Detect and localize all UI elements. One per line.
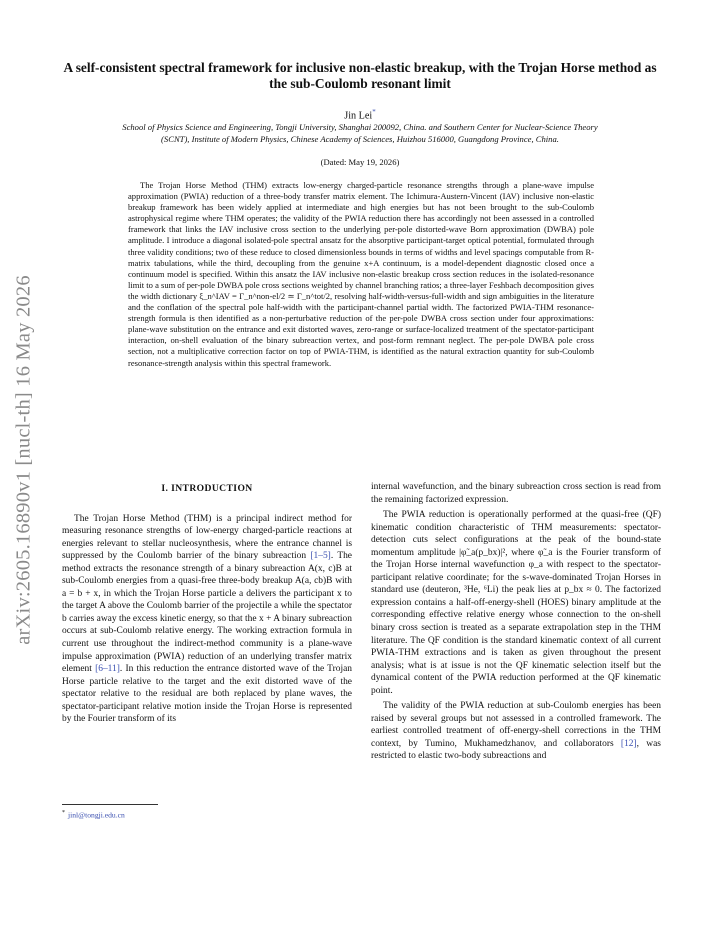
intro-paragraph-1-continued: internal wavefunction, and the binary subreaction cross section is read from the remaining factorized expression. xyxy=(371,482,661,505)
citation-1-5[interactable]: [1–5] xyxy=(310,551,331,562)
footnote-mark: * xyxy=(62,810,65,816)
intro-p3-text-b: , was restricted to elastic two-body subreactions and xyxy=(371,738,661,762)
intro-paragraph-3 xyxy=(371,700,661,763)
footnote xyxy=(62,810,125,820)
abstract: The Trojan Horse Method (THM) extracts low-energy charged-particle resonance strengths through a plane-wave impulse approximation (PWIA) reduction of a three-body transfer matrix element. The Ichimura-Austern-Vincent (IAV) inclusive non-elastic breakup framework has been widely applied at intermediate and high energies but has not been brought to the sub-Coulomb astrophysical regime where THM operates; the validity of the PWIA reduction there has accordingly not been assessed in a controlled framework that links the IAV inclusive cross section to the underlying per-pole distorted-wave Born approximation (DWBA) pole amplitude. I introduce a diagonal isolated-pole spectral ansatz for the absorptive participant-target optical potential, formulated through three validity conditions; two of these reduce to closed dimensionless bounds in terms of widths and level spacings computable from R-matrix tabulations, while the third, decoupling from the genuine x+A continuum, is a model-dependent diagnostic closed once a continuum model is specified. Within this ansatz the IAV inclusive non-elastic breakup cross section reduces in the isolated-resonance limit to a sum of per-pole DWBA pole cross sections weighted by channel branching ratios; a three-layer Feshbach decomposition gives the width dictionary ξ_n^IAV = Γ_n^non-el/2 ≃ Γ_n^tot/2, resolving half-width-versus-full-width and sign ambiguities in the literature and the conflation of the spectral pole half-width with the participant-channel partial width. The factorized PWIA-THM resonance-strength formula is then identified as a non-perturbative reduction of the per-pole DWBA cross section under four approximations: plane-wave substitution on the entrance and exit distorted waves, zero-range or surface-localized treatment of the spectator-participant interaction, on-shell evaluation of the binary subreaction vertex, and post-form remnant neglect. The per-pole DWBA pole cross section, not a multiplicative correction factor on top of PWIA-THM, is identified as the natural extraction quantity for sub-Coulomb resonance-strength analysis within this spectral framework. xyxy=(128,180,594,368)
author-line xyxy=(0,108,720,121)
date-line: (Dated: May 19, 2026) xyxy=(320,157,400,167)
intro-p3-text-a: The validity of the PWIA reduction at sub-Coulomb energies has been raised by several groups but not assessed in a controlled framework. The earliest controlled treatment of off-energy-shell corrections in the THM context, by Tumino, Mukhamedzhanov, and collaborators xyxy=(371,701,661,749)
affiliation: School of Physics Science and Engineering, Tongji University, Shanghai 200092, China. and Southern Center for Nuclear-Science Theory (SCNT), Institute of Modern Physics, Chinese Academy of Sciences, Huizhou 516000, Guangdong Province, China. xyxy=(122,122,598,144)
section-heading: I. INTRODUCTION xyxy=(161,483,253,494)
citation-6-11[interactable]: [6–11] xyxy=(95,664,120,675)
intro-p1-text-c: . In this reduction the entrance distorted wave of the Trojan Horse particle relative to the target and the exit distorted wave of the spectator relative to the residual are both replaced by plane waves, the spectator-participant relative motion inside the Trojan Horse is represented by the Fourier transform of its xyxy=(62,664,353,725)
intro-paragraph-1 xyxy=(62,513,352,726)
author-name: Jin Lei xyxy=(344,110,373,122)
intro-paragraph-2: The PWIA reduction is operationally performed at the quasi-free (QF) kinematic condition characteristic of THM measurements: spectator-detection cuts select configurations at the peak of the bound-state momentum amplitude |φ̃_a(p_bx)|², where φ̃_a is the Fourier transform of the Trojan Horse internal wavefunction φ_a with respect to the spectator-participant relative coordinate; for the s-wave-dominated Trojan Horses in standard use (deuteron, ³He, ⁶Li) the peak lies at p_bx ≈ 0. The factorized expression contains a half-off-energy-shell (HOES) binary amplitude at the corresponding effective relative energy whose connection to the on-shell binary cross section is treated as a separate extrapolation step in the THM literature. The QF condition is the standard kinematic context of all current PWIA-THM extractions and is taken as given throughout the present analysis; what is at issue is not the QF kinematic selection itself but the dynamical content of the PWIA reduction performed at the QF kinematic point. xyxy=(371,510,661,696)
left-column xyxy=(62,483,352,726)
author-footnote-mark[interactable]: * xyxy=(372,108,376,116)
intro-p1-text-b: . The method extracts the resonance strength of a binary subreaction A(x, c)B at sub-Coulomb energies from a quasi-free three-body breakup A(a, cb)B with a = b + x, in which the Trojan Horse particle a delivers the participant x to the target A above the Coulomb barrier of the projectile a while the spectator b carries away the excess kinetic energy, so that the x + A binary subreaction occurs at sub-Coulomb relative energy. The working extraction formula in current use throughout the indirect-method community is a plane-wave impulse approximation (PWIA) reduction of an underlying transfer matrix element xyxy=(62,551,352,675)
intro-p1-text-a: The Trojan Horse Method (THM) is a principal indirect method for measuring resonance strengths of low-energy charged-particle reactions at energies relevant to stellar nucleosynthesis, where the entrance channel is suppressed by the Coulomb barrier of the binary subreaction xyxy=(62,513,352,562)
citation-12[interactable]: [12] xyxy=(620,738,637,749)
paper-title: A self-consistent spectral framework for inclusive non-elastic breakup, with the Trojan Horse method as the sub-Coulomb resonant limit xyxy=(63,60,657,91)
arxiv-identifier-text: arXiv:2605.16890v1 [nucl-th] 16 May 2026 xyxy=(12,275,35,645)
right-column xyxy=(371,481,661,763)
author-email-link[interactable]: jinl@tongji.edu.cn xyxy=(68,810,125,820)
footnote-rule xyxy=(62,804,158,805)
arxiv-identifier xyxy=(4,250,44,670)
